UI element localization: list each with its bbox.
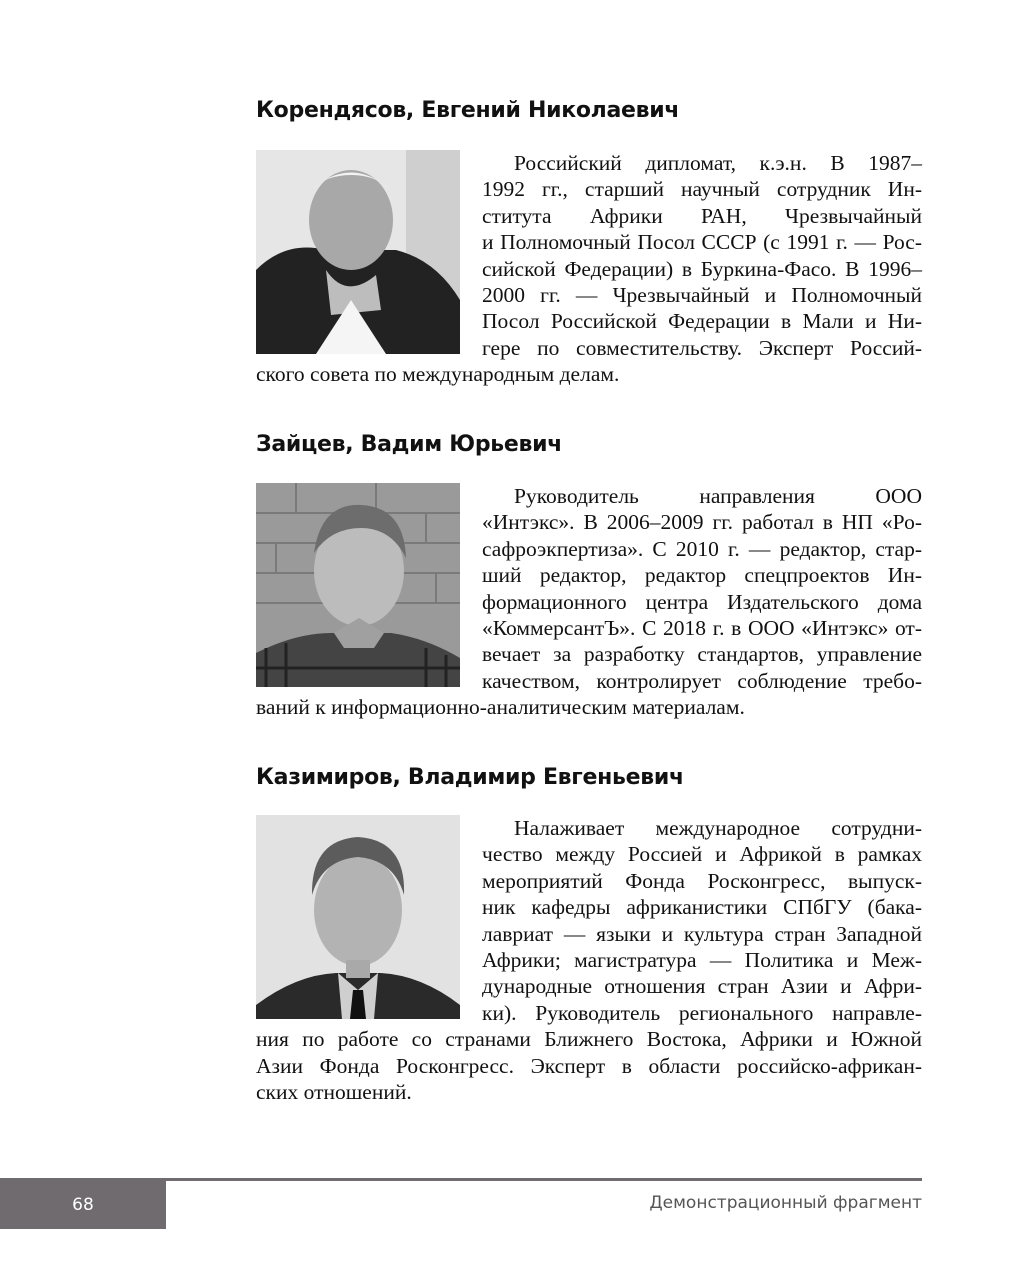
bio-line: «КоммерсантЪ». С 2018 г. в ООО «Интэкс» от- xyxy=(482,615,922,640)
bio-line: ститута Африки РАН, Чрезвычайный xyxy=(482,203,922,228)
footer-label: Демонстрационный фрагмент xyxy=(649,1193,922,1213)
bio-line: Африки; магистратура — Политика и Меж- xyxy=(482,947,922,972)
bio-line: дународные отношения стран Азии и Афри- xyxy=(482,974,922,999)
bio-line: 1992 гг., старший научный сотрудник Ин- xyxy=(482,177,922,202)
bio-line: лавриат — языки и культура стран Западной xyxy=(482,921,922,946)
bio-text xyxy=(256,150,922,388)
bio-text xyxy=(256,483,922,721)
bio-line: сийской Федерации) в Буркина-Фасо. В 1996– xyxy=(482,256,922,281)
bio-line: ки). Руководитель регионального направле- xyxy=(482,1000,922,1025)
bio-line: «Интэкс». В 2006–2009 гг. работал в НП «Ро- xyxy=(482,510,922,535)
bio-line: 2000 гг. — Чрезвычайный и Полномочный xyxy=(482,282,922,307)
bio-line: ший редактор, редактор спецпроектов Ин- xyxy=(482,563,922,588)
person-name: Корендясов, Евгений Николаевич xyxy=(256,98,680,123)
bio-line: чество между Россией и Африкой в рамках xyxy=(482,842,922,867)
bio-line: сафроэкпертиза». С 2010 г. — редактор, стар- xyxy=(482,536,922,561)
bio-line: ваний к информационно-аналитическим материалам. xyxy=(256,695,745,720)
bio-line: ник кафедры африканистики СПбГУ (бака- xyxy=(482,895,922,920)
bio-line: Посол Российской Федерации в Мали и Ни- xyxy=(482,309,922,334)
person-name: Казимиров, Владимир Евгеньевич xyxy=(256,765,684,790)
bio-line: формационного центра Издательского дома xyxy=(482,589,922,614)
bio-line: Российский дипломат, к.э.н. В 1987– xyxy=(514,151,922,175)
bio-line: Азии Фонда Росконгресс. Эксперт в области российско-африкан- xyxy=(256,1053,922,1078)
person-name: Зайцев, Вадим Юрьевич xyxy=(256,432,563,457)
bio-line: вечает за разработку стандартов, управление xyxy=(482,642,922,667)
bio-line: ских отношений. xyxy=(256,1079,412,1104)
bio-line: гере по совместительству. Эксперт Россий- xyxy=(482,335,922,360)
page-number: 68 xyxy=(0,1180,166,1229)
bio-line: Налаживает международное сотрудни- xyxy=(514,816,922,840)
bio-line: Руководитель направления ООО xyxy=(514,484,922,508)
bio-line: и Полномочный Посол СССР (с 1991 г. — Рос- xyxy=(482,230,922,255)
bio-line: ния по работе со странами Ближнего Востока, Африки и Южной xyxy=(256,1027,922,1052)
bio-line: ского совета по международным делам. xyxy=(256,362,620,387)
bio-line: мероприятий Фонда Росконгресс, выпуск- xyxy=(482,868,922,893)
bio-line: качеством, контролирует соблюдение требо- xyxy=(482,668,922,693)
bio-text xyxy=(256,815,922,1105)
